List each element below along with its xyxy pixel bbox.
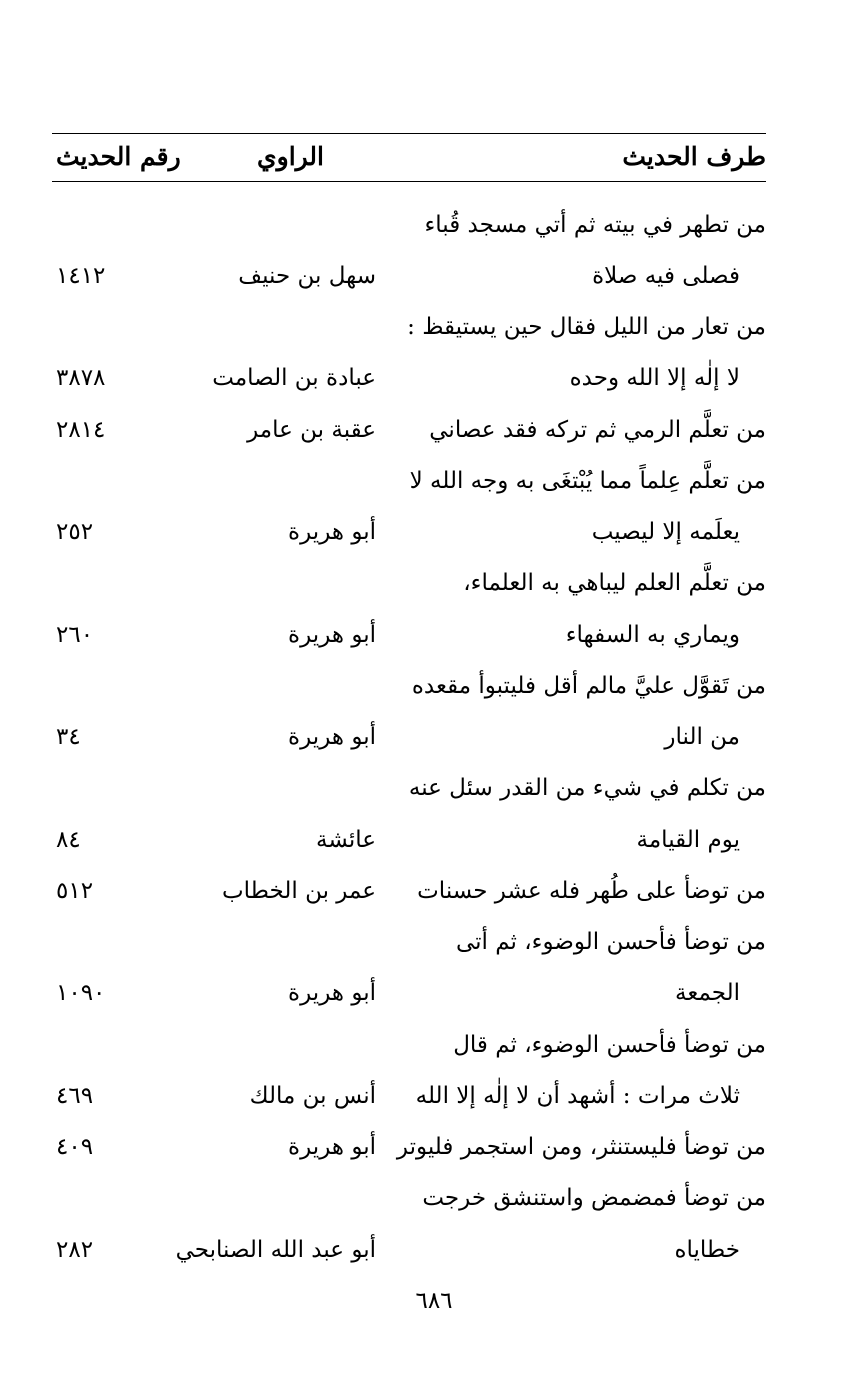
hadith-text: من توضأ فمضمض واستنشق خرجت: [422, 1185, 766, 1211]
hadith-text: من تكلم في شيء من القدر سئل عنه: [408, 775, 766, 801]
table-row: [0, 609, 868, 661]
table-row: [0, 1019, 868, 1071]
hadith-number: ٥١٢: [56, 878, 94, 904]
table-row: [0, 199, 868, 251]
narrator-name: سهل بن حنيف: [238, 263, 376, 289]
hadith-text: يعلَمه إلا ليصيب: [591, 519, 740, 545]
narrator-name: أنس بن مالك: [249, 1083, 376, 1109]
hadith-number: ٤٠٩: [56, 1134, 94, 1160]
narrator-name: أبو هريرة: [288, 519, 376, 545]
hadith-number: ٣٤: [56, 724, 81, 750]
hadith-text: من توضأ فليستنثر، ومن استجمر فليوتر: [396, 1134, 766, 1160]
hadith-text: ثلاث مرات : أشهد أن لا إلٰه إلا الله: [415, 1083, 740, 1109]
header-hadith-label: طرف الحديث: [622, 142, 766, 171]
narrator-name: أبو هريرة: [288, 724, 376, 750]
hadith-text: من توضأ فأحسن الوضوء، ثم قال: [453, 1032, 766, 1058]
hadith-number: ٢٥٢: [56, 519, 94, 545]
hadith-text: فصلى فيه صلاة: [592, 263, 740, 289]
table-row: [0, 916, 868, 968]
narrator-name: أبو هريرة: [288, 980, 376, 1006]
hadith-text: خطاياه: [674, 1237, 740, 1263]
hadith-text: ويماري به السفهاء: [565, 622, 740, 648]
table-row: [0, 1172, 868, 1224]
hadith-number: ٢٦٠: [56, 622, 94, 648]
hadith-text: لا إلٰه إلا الله وحده: [569, 365, 740, 391]
table-row: [0, 967, 868, 1019]
table-row: [0, 506, 868, 558]
table-row: [0, 711, 868, 763]
hadith-number: ١٤١٢: [56, 263, 106, 289]
table-row: [0, 352, 868, 404]
narrator-name: أبو هريرة: [288, 1134, 376, 1160]
header-number-label: رقم الحديث: [56, 142, 181, 171]
hadith-text: من تطهر في بيته ثم أتي مسجد قُباء: [424, 212, 766, 238]
hadith-number: ١٠٩٠: [56, 980, 106, 1006]
table-row: [0, 455, 868, 507]
narrator-name: عقبة بن عامر: [247, 417, 376, 443]
table-row: [0, 1070, 868, 1122]
table-row: [0, 1224, 868, 1276]
hadith-number: ٨٤: [56, 827, 81, 853]
hadith-text: من تعلَّم الرمي ثم تركه فقد عصاني: [429, 417, 766, 443]
table-row: [0, 814, 868, 866]
hadith-text: من توضأ على طُهر فله عشر حسنات: [417, 878, 766, 904]
narrator-name: أبو هريرة: [288, 622, 376, 648]
table-row: [0, 250, 868, 302]
hadith-number: ٤٦٩: [56, 1083, 94, 1109]
table-row: [0, 1121, 868, 1173]
hadith-text: من تَقوَّل عليَّ مالم أقل فليتبوأ مقعده: [411, 673, 766, 699]
hadith-text: من تعلَّم العلم ليباهي به العلماء،: [463, 570, 766, 596]
hadith-text: يوم القيامة: [636, 827, 740, 853]
table-row: [0, 865, 868, 917]
hadith-number: ٣٨٧٨: [56, 365, 106, 391]
table-row: [0, 557, 868, 609]
hadith-text: من تعلَّم عِلماً مما يُبْتغَى به وجه الله لا: [409, 468, 766, 494]
table-row: [0, 404, 868, 456]
hadith-number: ٢٨٢: [56, 1237, 94, 1263]
narrator-name: عائشة: [316, 827, 376, 853]
table-row: [0, 762, 868, 814]
hadith-text: من توضأ فأحسن الوضوء، ثم أتى: [455, 929, 766, 955]
narrator-name: عمر بن الخطاب: [221, 878, 376, 904]
narrator-name: عبادة بن الصامت: [212, 365, 376, 391]
hadith-text: من تعار من الليل فقال حين يستيقظ :: [407, 314, 766, 340]
header-top-rule: [52, 133, 766, 134]
narrator-name: أبو عبد الله الصنابحي: [175, 1237, 376, 1263]
header-narrator-label: الراوي: [257, 142, 324, 171]
table-row: [0, 660, 868, 712]
page-number: ٦٨٦: [415, 1288, 453, 1314]
hadith-text: الجمعة: [675, 980, 740, 1006]
hadith-number: ٢٨١٤: [56, 417, 106, 443]
hadith-text: من النار: [664, 724, 740, 750]
table-row: [0, 301, 868, 353]
header-bottom-rule: [52, 181, 766, 182]
